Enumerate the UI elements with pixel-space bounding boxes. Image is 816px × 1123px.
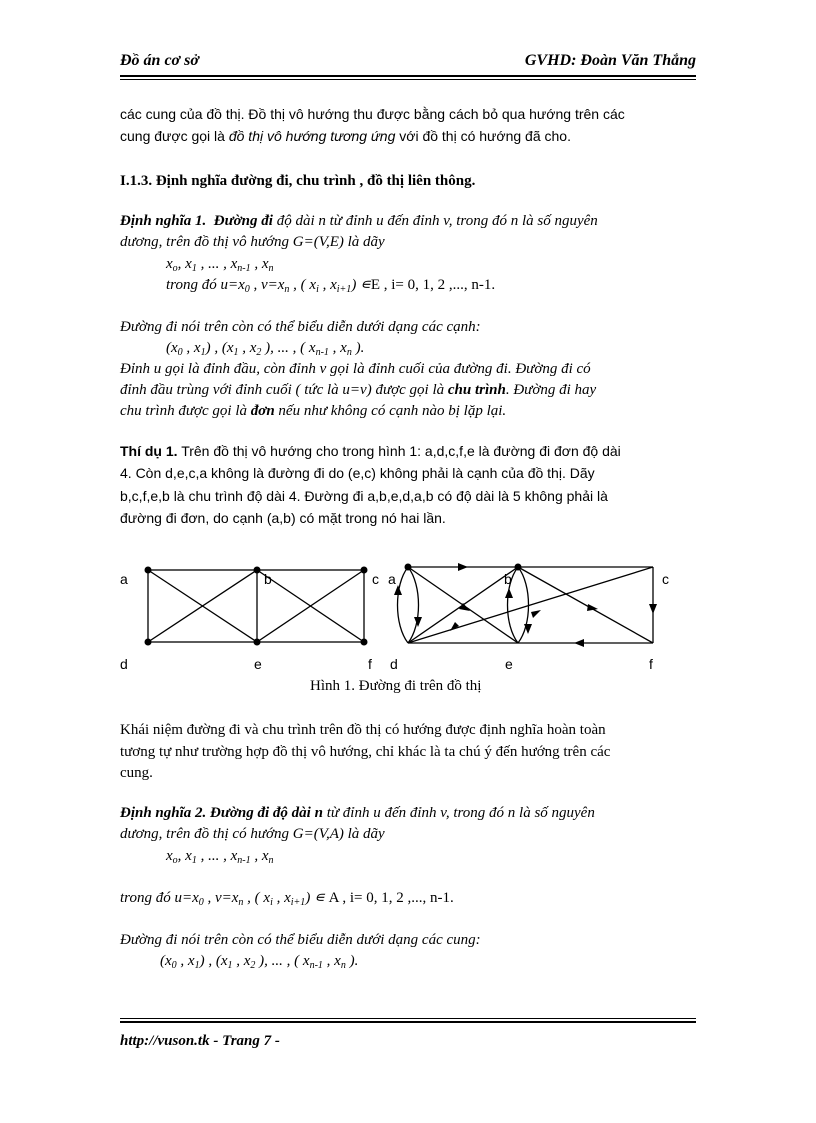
undirected-graph [148, 570, 364, 642]
undirected-outline [148, 570, 364, 642]
label-d-directed: d [390, 656, 398, 672]
directed-arrowheads [394, 563, 657, 647]
arrowhead [414, 617, 422, 627]
intro-term: đồ thị vô hướng tương ứng [228, 128, 396, 144]
label-b-directed: b [504, 571, 512, 587]
label-e-undirected: e [254, 656, 262, 672]
section-title: I.1.3. Định nghĩa đường đi, chu trình , đồ thị liên thông. [120, 173, 476, 189]
intro-line-1: các cung của đồ thị. Đồ thị vô hướng thu được bằng cách bỏ qua hướng trên các [120, 106, 625, 122]
arc-b-f [518, 567, 653, 643]
vertex-b [254, 567, 261, 574]
label-d-undirected: d [120, 656, 128, 672]
def1-formula-2: trong đó $u=x_0$ , $v=x_n$ , ( $x_i$ , $x_{i+1}$) ∊E , i= 0, 1, 2 ,..., n-1. [166, 277, 496, 295]
def1-text: nếu như không có cạnh nào bị lặp lại. [274, 403, 507, 419]
vertex-a [405, 564, 412, 571]
footer-rule [120, 1021, 696, 1023]
def2-para2-line-1: Đường đi nói trên còn có thể biểu diễn dưới dạng các cung: [120, 932, 481, 948]
def2-text: từ đỉnh u đến đỉnh v, trong đó n là số nguyên [322, 805, 595, 821]
label-c-undirected: c [372, 571, 379, 587]
example-text: Trên đồ thị vô hướng cho trong hình 1: a,d,c,f,e là đường đi đơn độ dài [177, 443, 621, 459]
arc-a-d-left [398, 567, 409, 643]
arrowhead [649, 604, 657, 614]
label-c-directed: c [662, 571, 669, 587]
def1-text: . Đường đi hay [505, 382, 597, 398]
footer-text: http://vuson.tk - Trang 7 - [120, 1033, 280, 1049]
def1-cycle-term: chu trình [447, 382, 506, 398]
label-b-undirected: b [264, 571, 272, 587]
def2-formula-1: $x_o$, $x_1$ , ... , $x_{n-1}$ , $x_n$ [166, 848, 274, 866]
vertex-e [254, 639, 261, 646]
def2-line-2: dương, trên đồ thị có hướng G=(V,A) là dãy [120, 826, 385, 842]
def1-formula-1: $x_o$, $x_1$ , ... , $x_{n-1}$ , $x_n$ [166, 256, 274, 274]
arrowhead [574, 639, 584, 647]
def2-formula-2: trong đó $u=x_0$ , $v=x_n$ , ( $x_i$ , $x_{i+1}$) ∊ A , i= 0, 1, 2 ,..., n-1. [120, 890, 454, 908]
arc-a-d-right [408, 567, 419, 643]
header-right: GVHD: Đoàn Văn Thắng [524, 52, 696, 69]
label-e-directed: e [505, 656, 513, 672]
example-line-2: 4. Còn d,e,c,a không là đường đi do (e,c) không phải là cạnh của đồ thị. Dãy [120, 465, 595, 481]
arc-b-e-right [518, 567, 529, 643]
undirected-vertices [145, 567, 368, 646]
directed-graph [398, 567, 654, 643]
arrowhead [505, 588, 513, 598]
header-left: Đồ án cơ sở [120, 52, 199, 69]
example-label: Thí dụ 1. [120, 443, 178, 459]
def1-term: Đường đi [213, 213, 273, 229]
label-a-undirected: a [120, 571, 128, 587]
example-line-3: b,c,f,e,b là chu trình độ dài 4. Đường đi a,b,e,d,a,b có độ dài là 5 không phải là [120, 488, 608, 504]
label-f-undirected: f [368, 656, 372, 672]
def1-text: độ dài n từ đỉnh u đến đỉnh v, trong đó n là số nguyên [272, 213, 598, 229]
def1-label: Định nghĩa 1. [120, 213, 207, 229]
intro-text: cung được gọi là [120, 128, 229, 144]
label-f-directed: f [649, 656, 653, 672]
para2-line-2: tương tự như trường hợp đồ thị vô hướng, chỉ khác là ta chú ý đến hướng trên các [120, 744, 611, 760]
arc-d-c [408, 567, 653, 643]
vertex-c [361, 567, 368, 574]
arrowhead [587, 604, 598, 611]
label-a-directed: a [388, 571, 396, 587]
para2-line-3: cung. [120, 765, 153, 781]
arrowhead [450, 622, 459, 631]
figure-caption: Hình 1. Đường đi trên đồ thị [310, 678, 482, 694]
vertex-f [361, 639, 368, 646]
vertex-d [145, 639, 152, 646]
footer-rule-thin [120, 1018, 696, 1019]
def1-text: chu trình được gọi là [120, 403, 251, 419]
arrowhead [458, 563, 468, 571]
def1-simple-term: đơn [250, 403, 275, 419]
vertex-a [145, 567, 152, 574]
def1-text: đỉnh đầu trùng với đỉnh cuối ( tức là u=v) được gọi là [120, 382, 448, 398]
example-line-4: đường đi đơn, do cạnh (a,b) có mặt trong nó hai lần. [120, 510, 446, 526]
def1-line-2: dương, trên đồ thị vô hướng G=(V,E) là dãy [120, 234, 385, 250]
def1-para2-line-2: Đỉnh u gọi là đỉnh đầu, còn đỉnh v gọi là đỉnh cuối của đường đi. Đường đi có [120, 361, 591, 377]
intro-text-end: với đồ thị có hướng đã cho. [395, 128, 571, 144]
def1-edges-formula: ($x_0$ , $x_1$) , ($x_1$ , $x_2$ ), ... , ( $x_{n-1}$ , $x_n$ ). [166, 340, 365, 358]
def2-line-1 [120, 803, 595, 823]
arrowhead [531, 610, 541, 618]
def2-label: Định nghĩa 2. Đường đi độ dài n [120, 805, 323, 821]
def1-para2-line-1: Đường đi nói trên còn có thể biểu diễn dưới dạng các cạnh: [120, 319, 481, 335]
para2-line-1: Khái niệm đường đi và chu trình trên đồ thị có hướng được định nghĩa hoàn toàn [120, 722, 606, 738]
def2-arcs-formula: ($x_0$ , $x_1$) , ($x_1$ , $x_2$ ), ... , ( $x_{n-1}$ , $x_n$ ). [160, 953, 359, 971]
vertex-b [515, 564, 522, 571]
